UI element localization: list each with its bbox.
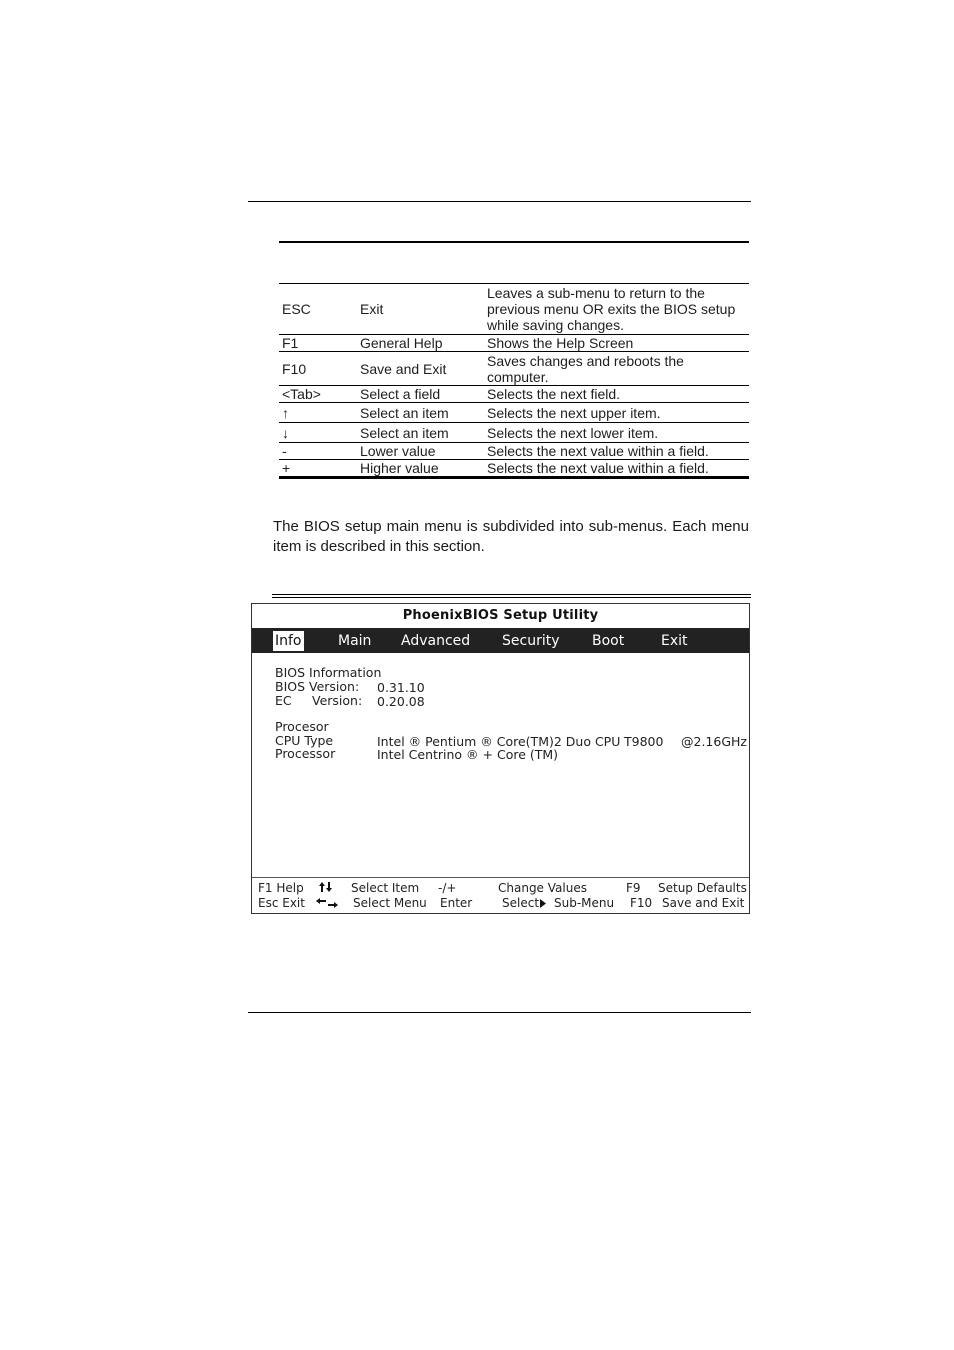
table-top-rule bbox=[279, 241, 749, 243]
footer-select-item: Select Item bbox=[351, 881, 420, 895]
function-cell: Higher value bbox=[357, 460, 484, 478]
bios-title: PhoenixBIOS Setup Utility bbox=[402, 608, 599, 623]
figure-top-rule bbox=[272, 594, 751, 595]
intro-paragraph: The BIOS setup main menu is subdivided into sub-menus. Each menu item is described in this section. bbox=[273, 518, 749, 555]
triangle-right-icon bbox=[540, 899, 546, 908]
key-cell: + bbox=[279, 460, 357, 478]
up-down-arrows-icon bbox=[319, 881, 333, 893]
cpu-type-label: CPU Type bbox=[275, 733, 334, 748]
function-cell: Exit bbox=[357, 284, 484, 335]
table-row bbox=[279, 423, 749, 443]
footer-setup-defaults: Setup Defaults bbox=[658, 881, 747, 895]
ec-label: EC bbox=[275, 693, 292, 708]
left-right-arrows-icon bbox=[316, 898, 338, 908]
description-cell: Leaves a sub-menu to return to the previous menu OR exits the BIOS setup while saving changes. bbox=[484, 284, 749, 335]
cpu-model: T9800 bbox=[624, 734, 664, 749]
key-table bbox=[279, 283, 749, 479]
function-cell: Select an item bbox=[357, 423, 484, 443]
table-row bbox=[279, 443, 749, 460]
header-rule bbox=[248, 201, 751, 202]
bios-info-heading: BIOS Information bbox=[275, 665, 382, 680]
key-cell: F10 bbox=[279, 352, 357, 386]
processor-value: Intel Centrino ® + Core (TM) bbox=[377, 747, 559, 762]
description-cell: Selects the next lower item. bbox=[484, 423, 749, 443]
description-cell: Selects the next value within a field. bbox=[484, 460, 749, 478]
key-cell: ↓ bbox=[279, 423, 357, 443]
key-cell: ↑ bbox=[279, 403, 357, 423]
key-cell: - bbox=[279, 443, 357, 460]
function-cell: General Help bbox=[357, 335, 484, 352]
ec-version-label: Version: bbox=[312, 693, 363, 708]
function-cell: Save and Exit bbox=[357, 352, 484, 386]
footer-rule bbox=[248, 1012, 751, 1013]
table-row bbox=[279, 284, 749, 335]
ec-version-value: 0.20.08 bbox=[377, 694, 425, 709]
table-row bbox=[279, 460, 749, 478]
figure-top-rule-2 bbox=[272, 597, 751, 598]
cpu-speed: @2.16GHz bbox=[681, 734, 747, 749]
table-row bbox=[279, 386, 749, 403]
tab-exit[interactable]: Exit bbox=[661, 633, 688, 649]
footer-sub-menu: Sub-Menu bbox=[554, 896, 615, 910]
key-cell: F1 bbox=[279, 335, 357, 352]
function-cell: Lower value bbox=[357, 443, 484, 460]
function-cell: Select a field bbox=[357, 386, 484, 403]
description-cell: Selects the next value within a field. bbox=[484, 443, 749, 460]
tab-boot[interactable]: Boot bbox=[592, 633, 625, 649]
tab-main[interactable]: Main bbox=[338, 633, 372, 649]
footer-f1-help: F1 Help bbox=[258, 881, 304, 895]
table-row bbox=[279, 403, 749, 423]
processor-label: Processor bbox=[275, 746, 336, 761]
processor-heading: Procesor bbox=[275, 719, 329, 734]
footer-minus-plus: -/+ bbox=[438, 881, 457, 895]
bios-version-value: 0.31.10 bbox=[377, 680, 425, 695]
description-cell: Selects the next upper item. bbox=[484, 403, 749, 423]
footer-select: Select bbox=[502, 896, 540, 910]
bios-version-label: BIOS Version: bbox=[275, 679, 360, 694]
footer-esc-exit: Esc Exit bbox=[258, 896, 305, 910]
tab-advanced[interactable]: Advanced bbox=[401, 633, 471, 649]
key-cell: ESC bbox=[279, 284, 357, 335]
footer-save-exit: Save and Exit bbox=[662, 896, 745, 910]
description-cell: Shows the Help Screen bbox=[484, 335, 749, 352]
bios-screenshot bbox=[251, 603, 750, 914]
description-cell: Selects the next field. bbox=[484, 386, 749, 403]
footer-enter: Enter bbox=[440, 896, 473, 910]
table-row bbox=[279, 352, 749, 386]
function-cell: Select an item bbox=[357, 403, 484, 423]
description-cell: Saves changes and reboots the computer. bbox=[484, 352, 749, 386]
tab-info[interactable]: Info bbox=[275, 633, 302, 649]
key-cell: <Tab> bbox=[279, 386, 357, 403]
footer-f10: F10 bbox=[630, 896, 653, 910]
tab-security[interactable]: Security bbox=[502, 633, 560, 649]
cpu-type-value: Intel ® Pentium ® Core(TM)2 Duo CPU bbox=[377, 734, 621, 749]
bios-menubar bbox=[252, 628, 749, 653]
footer-select-menu: Select Menu bbox=[353, 896, 427, 910]
bios-footer-divider bbox=[252, 877, 749, 878]
footer-f9: F9 bbox=[626, 881, 641, 895]
footer-change-values: Change Values bbox=[498, 881, 587, 895]
table-row bbox=[279, 335, 749, 352]
